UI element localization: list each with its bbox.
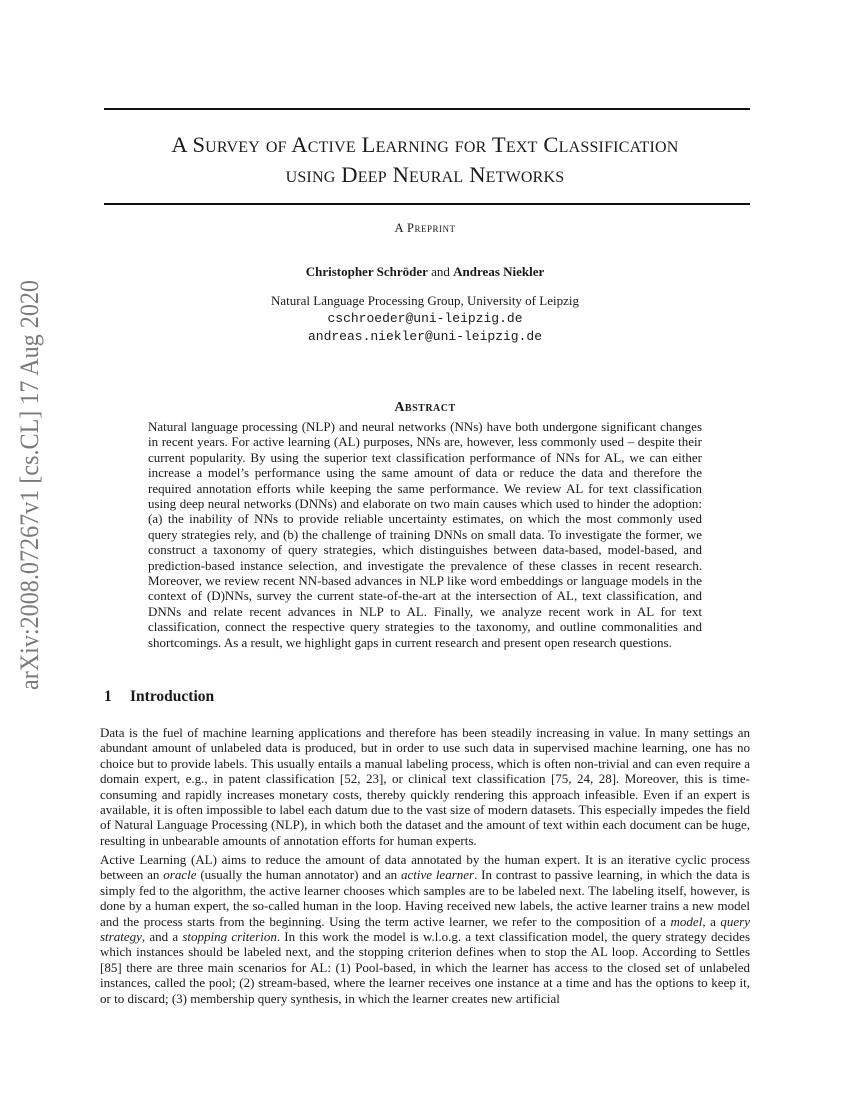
- title-bottom-rule: [104, 203, 750, 205]
- arxiv-identifier-stamp: [4, 280, 48, 690]
- author-line: [100, 264, 750, 280]
- p2-text-6: . In this work the model is w.l.o.g. a text classification model, the query strategy decides which instances should be labeled next, and the stopping criterion defines when to stop the AL loop. According to Settles [85] there are three main scenarios for AL: (1) Pool-based, in which the learner has access to the closed set of unlabeled instances, called the pool; (2) stream-based, where the learner receives one instance at a time and has the options to keep it, or to discard; (3) membership query synthesis, in which the learner creates new artificial: [100, 929, 750, 1006]
- section-number: 1: [104, 688, 112, 705]
- intro-paragraph-2: [100, 852, 750, 1006]
- intro-paragraph-1: Data is the fuel of machine learning applications and therefore has been steadily increasing in value. In many settings an abundant amount of unlabeled data is produced, but in order to use such data in supervised machine learning, one has no choice but to provide labels. This usually entails a manual labeling process, which is often non-trivial and can even require a domain expert, e.g., in patent classification [52, 23], or clinical text classification [75, 24, 28]. Moreover, this is time-consuming and rapidly increases monetary costs, thereby quickly rendering this approach infeasible. Even if an expert is available, it is often impossible to label each datum due to the vast size of modern datasets. This especially impedes the field of Natural Language Processing (NLP), in which both the dataset and the amount of text within each document can be huge, resulting in unbearable amounts of annotation efforts for human experts.: [100, 725, 750, 848]
- p2-text-4: , a: [702, 913, 721, 929]
- author-2: Andreas Niekler: [453, 264, 545, 279]
- p2-text-2: (usually the human annotator) and an: [196, 867, 401, 883]
- title-top-rule: [104, 108, 750, 110]
- term-model: model: [670, 913, 703, 929]
- abstract-body: Natural language processing (NLP) and neural networks (NNs) have both undergone significant changes in recent years. For active learning (AL) purposes, NNs are, however, less commonly used – despite their current popularity. By using the superior text classification performance of NNs for AL, we can either increase a model’s performance using the same amount of data or reduce the data and therefore the required annotation efforts while keeping the same performance. We review AL for text classification using deep neural networks (DNNs) and elaborate on two main causes which used to hinder the adoption: (a) the inability of NNs to provide reliable uncertainty estimates, on which the most commonly used query strategies rely, and (b) the challenge of training DNNs on small data. To investigate the former, we construct a taxonomy of query strategies, which distinguishes between data-based, model-based, and prediction-based instance selection, and investigate the prevalence of these classes in recent research. Moreover, we review recent NN-based advances in NLP like word embeddings or language models in the context of (D)NNs, survey the current state-of-the-art at the intersection of AL, text classification, and DNNs and relate recent advances in NLP to AL. Finally, we analyze recent work in AL for text classification, connect the respective query strategies to the taxonomy, and outline commonalities and shortcomings. As a result, we highlight gaps in current research and present open research questions.: [148, 419, 702, 650]
- paper-title: [100, 130, 750, 190]
- p2-text-1: Active Learning (AL) aims to reduce the amount of data annotated by the human expert. It is an iterative cyclic process between an: [100, 852, 750, 883]
- section-heading-introduction: [104, 688, 214, 706]
- email-2[interactable]: andreas.niekler@uni-leipzig.de: [307, 329, 543, 344]
- term-stopping-criterion: stopping criterion: [182, 929, 277, 945]
- email-1[interactable]: cschroeder@uni-leipzig.de: [327, 311, 523, 326]
- section-title: Introduction: [130, 688, 215, 705]
- paper-title-line-2: using Deep Neural Networks: [285, 162, 565, 187]
- term-active-learner: active learner: [400, 867, 475, 883]
- preprint-label: A Preprint: [394, 221, 456, 235]
- term-oracle: oracle: [163, 867, 197, 883]
- author-1: Christopher Schröder: [305, 264, 428, 279]
- term-query-strategy: query strategy: [100, 913, 750, 945]
- author-connector: and: [427, 264, 454, 279]
- p2-text-5: , and a: [141, 929, 183, 945]
- abstract-heading: Abstract: [394, 400, 456, 415]
- affiliation-block: [100, 292, 750, 346]
- paper-title-line-1: A Survey of Active Learning for Text Classification: [171, 132, 679, 157]
- affiliation: Natural Language Processing Group, University of Leipzig: [271, 293, 579, 308]
- p2-text-3: . In contrast to passive learning, in which the data is simply fed to the algorithm, the active learner chooses which samples are to be labeled next. The labeling itself, however, is done by a human expert, the so-called human in the loop. Having received new labels, the active learner trains a new model and the process starts from the beginning. Using the term active learner, we refer to the composition of a: [100, 867, 750, 929]
- arxiv-identifier-text: arXiv:2008.07267v1 [cs.CL] 17 Aug 2020: [15, 280, 44, 690]
